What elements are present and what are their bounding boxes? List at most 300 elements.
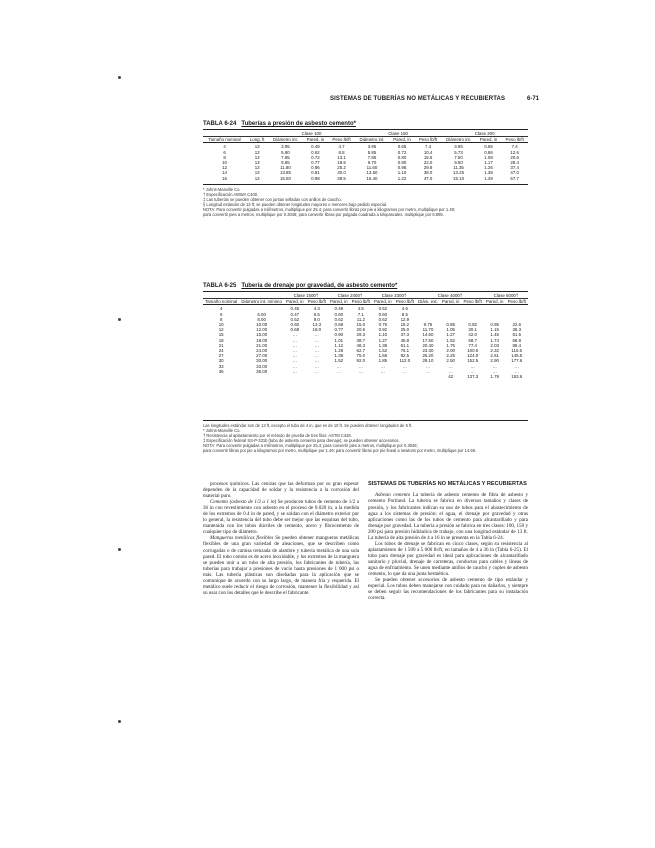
table1-cell: 0.86 bbox=[311, 165, 320, 171]
table2-cell: … bbox=[358, 368, 364, 374]
table2-cell: 42.0 bbox=[468, 332, 477, 338]
table2-cell: 6.5 bbox=[313, 311, 320, 317]
table2-cell: 0.95 bbox=[490, 322, 499, 328]
table2-cell: … bbox=[292, 358, 297, 364]
table1-cell: 0.80 bbox=[397, 154, 407, 160]
table2-cell bbox=[394, 374, 416, 379]
table2-cell: 33.00 bbox=[256, 363, 268, 369]
table2-note: NOTA: Para convertir pulgadas a milímetros, multiplique por 25.4; para convertir pies a metros, multiplique por 0.3048; bbox=[203, 443, 418, 448]
table2-cell: … bbox=[292, 337, 297, 343]
table2-cell: 4.6 bbox=[401, 306, 408, 312]
table2-cell: 0.60 bbox=[334, 311, 344, 317]
left-paragraph-lead: Mangueras metálicas flexibles bbox=[210, 535, 274, 542]
table2-column-header: Diám. ext. bbox=[416, 299, 440, 305]
table2-group: Clase 2400† bbox=[328, 293, 372, 299]
table2-cell: 15.00 bbox=[256, 332, 268, 338]
table2-column-header: Diámetro int. mínimo bbox=[239, 299, 284, 305]
table1-cell: 7.50 bbox=[454, 154, 463, 160]
table2-cell: 1.52 bbox=[378, 348, 388, 354]
table2-cell: 18.0 bbox=[312, 327, 322, 333]
table2-cell: 116.6 bbox=[511, 348, 523, 354]
table1-cell: 20.6 bbox=[510, 154, 519, 160]
table1-cell: 0.86 bbox=[484, 149, 493, 155]
table2-cell: 2.00 bbox=[446, 348, 455, 354]
table1-caption: Tuberías a presión de asbesto cemento* bbox=[241, 121, 356, 127]
table1-title bbox=[203, 121, 356, 127]
table1-note: NOTA: Para convertir pulgadas a milímetros, multiplique por 25.4; para convertir libras por pie a kilogramos por metro, multiplique por 1.49; bbox=[203, 207, 456, 212]
table2-cell bbox=[416, 374, 440, 379]
right-paragraph-text: Los tubos de drenaje se fabrican en cinco clases, según su resistencia al aplastamiento de 1 500 a 5 000 lb/ft, en tamaños de 4 a 36 in (Tabla 6-25). El tubo para drenaje por gravedad es ideal para aplicaciones de alcantarillado sanitario y pluvial, drenaje de carreteras, conductos para cables y líneas de agua de enfriamiento. Se unen mediante anillos de caucho y coples de asbesto cemento, lo que da una junta hermética. bbox=[368, 540, 528, 578]
table1-label: TABLA 6-24 bbox=[203, 121, 237, 127]
table2-top-rule bbox=[203, 291, 528, 292]
table2-cell: 0.68 bbox=[290, 327, 300, 333]
table2-cell: 30.00 bbox=[256, 358, 268, 364]
table1-cell: 57.7 bbox=[510, 175, 519, 181]
table2-cell: … bbox=[292, 368, 297, 374]
table2-cell: … bbox=[470, 363, 475, 369]
left-paragraph-text: Se pueden obtener mangueras metálicas flexibles de una gran variedad de aleaciones, que se describen como corrugadas o de camisa trenzada de alambre y tubería metálica de una sola pared. El tubo común es de acero inoxidable, y los extremos de la manguera se pueden unir a un tubo de alta presión, los fabricantes de tubería, las tuberías para trabajar a presiones de vacío hasta presiones de 1 000 psi o más. Las tubería plásticas son diseñadas para la aplicación que se comunique de acuerdo con su largo largo, de manera fría y requerida. El metálico suele reducir el riesgo de corrosión, mantener la flexibilidad y así su usar con los detalles que le describe el fabricante. bbox=[203, 535, 359, 596]
table1-cell: 1.26 bbox=[484, 165, 493, 171]
table1-bottom-rule bbox=[203, 184, 528, 185]
table2-cell: 0.62 bbox=[378, 316, 388, 322]
table1-cell: 13 bbox=[254, 149, 260, 155]
table2-cell: 14.60 bbox=[422, 332, 434, 338]
table1-cell: 47.0 bbox=[510, 170, 519, 176]
table2-cell: … bbox=[336, 363, 342, 369]
table2-cell: 4 bbox=[219, 306, 223, 312]
table2-cell: … bbox=[358, 363, 364, 369]
table1-column-header: Peso lb/ft bbox=[415, 137, 442, 143]
table2-cell: 29.10 bbox=[422, 358, 434, 364]
table1-cell: 28.4 bbox=[510, 160, 519, 166]
table1-column-header: Tamaño nominal bbox=[203, 137, 246, 143]
table1-column-header: Diámetro int. bbox=[268, 137, 302, 143]
table1-cell: 4.7 bbox=[338, 144, 345, 150]
table2-cell: … bbox=[514, 363, 519, 369]
table2-cell: 4.3 bbox=[313, 306, 320, 312]
table1-cell: 0.65 bbox=[397, 144, 407, 150]
table2-cell: 0.62 bbox=[334, 316, 344, 322]
table1-column-header: Pared, in bbox=[476, 137, 502, 143]
table2-column-header: Peso lb/ft bbox=[462, 299, 484, 305]
table2-cell: 0.77 bbox=[334, 327, 344, 333]
table1-cell: 13 bbox=[254, 165, 260, 171]
table2-cell: 0.82 bbox=[468, 322, 477, 328]
table2-cell: 1.68 bbox=[378, 353, 388, 359]
table2-cell: 2.03 bbox=[490, 342, 499, 348]
table2-cell: … bbox=[380, 368, 386, 374]
table2-cell: 68.9 bbox=[512, 337, 522, 343]
table2-cell: 1.10 bbox=[378, 332, 388, 338]
table2-cell: 45.8 bbox=[400, 337, 410, 343]
table2-cell: 124.0 bbox=[467, 353, 479, 359]
table1-cell: 3.95 bbox=[281, 144, 290, 150]
table1-cell: 38.5 bbox=[337, 175, 346, 181]
table2-cell: 24.00 bbox=[256, 348, 268, 354]
table1-top-rule bbox=[203, 129, 528, 130]
table2-cell: 26.20 bbox=[422, 353, 434, 359]
table2-cell: 137.3 bbox=[467, 374, 479, 380]
table1-column-header: Diámetro int. bbox=[355, 137, 389, 143]
margin-dot bbox=[118, 548, 121, 551]
table1-cell: 4 bbox=[223, 144, 226, 150]
table1-cell: 47.0 bbox=[423, 175, 433, 181]
table2-cell: 1.79 bbox=[490, 374, 499, 380]
table2-cell: 8.5 bbox=[401, 311, 408, 317]
table1-cell: 0.65 bbox=[484, 144, 493, 150]
table1-cell: 10 bbox=[222, 160, 227, 166]
table1-cell: 13 bbox=[254, 154, 260, 160]
table1-cell: 15.5 bbox=[423, 154, 433, 160]
right-paragraph bbox=[368, 541, 528, 577]
table1-cell: 1.17 bbox=[484, 160, 493, 166]
table1-cell: 11.80 bbox=[280, 165, 291, 171]
table1-cell: 0.62 bbox=[311, 149, 320, 155]
table2-column-header: Pared, in bbox=[484, 299, 506, 305]
table2-cell bbox=[484, 305, 506, 312]
table2-title bbox=[203, 283, 397, 289]
table1-cell: 18.5 bbox=[337, 160, 346, 166]
table1-note: * Johns-Manville Co. bbox=[203, 187, 241, 192]
table2-cell: 12.00 bbox=[256, 327, 268, 333]
left-paragraph-text: Se producen tubos de cemento de 1/2 a 36 in con revestimiento con asbesto en el proceso de 0.020 in, a la medida de los extremos de 0.4 in de pared, y se soldan con el diámetro exterior por lo general, la resistencia del tubo debe ser mejor que las esquinas del tubo, mantenida con los tubos dúctiles de cemento, acero y fibrocemento de cualquier tipo de diámetro. bbox=[203, 499, 359, 536]
table2-cell: 0.90 bbox=[334, 332, 344, 338]
table2-column-header: Pared, in bbox=[440, 299, 462, 305]
table2-cell: 21 bbox=[218, 342, 224, 348]
table1-column-header: Diámetro int. bbox=[441, 137, 475, 143]
table2-cell: 0.52 bbox=[290, 316, 300, 322]
table2-cell: 1.85 bbox=[378, 358, 388, 364]
table2-cell bbox=[506, 305, 528, 312]
table2-cell: 75.0 bbox=[356, 353, 366, 359]
table1-cell: 5.90 bbox=[281, 149, 290, 155]
margin-dot bbox=[118, 76, 121, 79]
table2-cell bbox=[416, 305, 440, 312]
table2-cell: 0.85 bbox=[446, 322, 455, 328]
table2-cell: 15.0 bbox=[356, 322, 366, 328]
table2-cell: 33 bbox=[218, 363, 224, 369]
table2-cell: … bbox=[314, 337, 319, 343]
table1-cell: 0.91 bbox=[311, 170, 320, 176]
table1-cell: 15.40 bbox=[366, 175, 378, 181]
table2-group: Clase 4000† bbox=[416, 293, 484, 299]
table2-cell: 20.6 bbox=[356, 327, 366, 333]
table2-cell bbox=[350, 374, 372, 379]
table1-column-header: Peso lb/ft bbox=[501, 137, 528, 143]
right-paragraph bbox=[368, 577, 528, 601]
table2-cell: 10.00 bbox=[256, 322, 268, 328]
table1-cell: 7.85 bbox=[367, 154, 377, 160]
table2-cell: 7.1 bbox=[357, 311, 364, 317]
table2-cell: … bbox=[380, 363, 386, 369]
table2-cell: 37.3 bbox=[400, 332, 410, 338]
table2-cell bbox=[203, 374, 239, 379]
table1-column-header: Pared, in bbox=[303, 137, 329, 143]
table2-cell: 17.50 bbox=[422, 337, 434, 343]
table1-cell: 16 bbox=[222, 175, 227, 181]
table2-group: Clase 1500† bbox=[284, 293, 328, 299]
section-heading: SISTEMAS DE TUBERÍAS NO METÁLICAS Y RECUBIERTAS bbox=[368, 481, 527, 487]
table2-cell: … bbox=[314, 342, 319, 348]
table1-note: § Longitud estándar de 13 ft; se pueden obtener longitudes mayores o menores bajo pedido especial. bbox=[203, 202, 388, 207]
left-text-column bbox=[203, 481, 359, 596]
table2-cell: 27 bbox=[218, 353, 224, 359]
table2-cell: 62.7 bbox=[356, 348, 366, 354]
table1-note: para convertir pies a metros, multiplique por 0.3048; para convertir libras por pulgada cuadrada a kilopascales, multiplique por 6.895. bbox=[203, 212, 444, 217]
right-paragraph-text: La tubería de asbesto cemento de fibra de asbesto y cemento Portland. La tubería se fabrica en diversos tamaños y clases de presión, y los fabricantes indican su uso de tubos para el abastecimiento de agua a los sistemas de presión; el agua, el drenaje por gravedad y otras aplicaciones como las de los tubos de cemento para alcantarillado y para drenaje por gravedad. La tubería a presión se fabrica en tres clases: 100, 150 y 200 psi para presión hidráulica de trabajo, con una longitud estándar de 13 ft. La tubería de alta presión de 4 a 16 in se presenta en la Tabla 6-24. bbox=[368, 492, 528, 541]
table2-group: Clase 3300† bbox=[372, 293, 416, 299]
table2-cell: 0.76 bbox=[378, 322, 388, 328]
table2-cell: 152.5 bbox=[467, 358, 479, 364]
table2-cell: … bbox=[425, 368, 431, 374]
table2-label: TABLA 6-25 bbox=[203, 283, 237, 289]
left-paragraph-text: procesos químicos. Las cenizas que las deforman por su gran espesor dependen de la capacidad de soldar y la resistencia a la corrosión del material puro. bbox=[203, 481, 359, 500]
table2-cell: 9.0 bbox=[313, 316, 320, 322]
table1-cell: 11.35 bbox=[453, 165, 464, 171]
table2-cell: 24 bbox=[218, 348, 224, 354]
table1-cell: 13 bbox=[254, 144, 260, 150]
table2-cell: 51.5 bbox=[512, 332, 522, 338]
table1-cell: 6 bbox=[223, 149, 226, 155]
table2-note: para convertir libras por pie a kilogramos por metro, multiplique por 1.49; para convertir libras por pie lineal a newtons por metro, multiplique por 14.59. bbox=[203, 448, 477, 453]
table1-cell: 0.49 bbox=[311, 144, 320, 150]
table1-cell: 9.70 bbox=[367, 160, 377, 166]
table2-note: ‡ Especificación federal SS-P-331b (tubo de asbesto cemento para drenaje); se pueden obtener accesorios. bbox=[203, 438, 400, 443]
table2-cell: 0.60 bbox=[290, 322, 300, 328]
table2-cell: 1.05 bbox=[446, 327, 455, 333]
table2-cell: 42 bbox=[448, 374, 454, 380]
table2-cell: 20.40 bbox=[422, 342, 434, 348]
table1-cell: 0.98 bbox=[397, 165, 407, 171]
table2-cell: 6.00 bbox=[257, 311, 266, 317]
table1-cell: 0.98 bbox=[311, 175, 320, 181]
table1-cell: 38.0 bbox=[423, 170, 433, 176]
right-paragraph-lead: Asbesto cemento bbox=[375, 492, 411, 499]
table2-cell: 30.1 bbox=[468, 327, 477, 333]
table2-cell: 1.12 bbox=[334, 342, 344, 348]
table2-column-header: Peso lb/ft bbox=[394, 299, 416, 305]
table1-cell: 12 bbox=[222, 165, 227, 171]
table2-cell: … bbox=[425, 363, 431, 369]
table2-cell: 1.74 bbox=[490, 337, 499, 343]
table1-cell: 1.38 bbox=[484, 170, 493, 176]
table2-cell: 1.27 bbox=[378, 337, 388, 343]
table1-note: † Especificación AWWA C400. bbox=[203, 192, 259, 197]
table2-column-header: Pared, in bbox=[372, 299, 394, 305]
table2-cell: 1.15 bbox=[490, 327, 499, 333]
table2-cell: … bbox=[292, 342, 297, 348]
table1-cell: 25.2 bbox=[337, 165, 346, 171]
table2-cell: 1.27 bbox=[446, 332, 455, 338]
table2-cell: 145.5 bbox=[511, 353, 523, 359]
table2-cell: … bbox=[448, 368, 453, 374]
table1-note: ‡ Las tuberías se pueden obtener con juntas selladas con anillos de caucho. bbox=[203, 197, 342, 202]
table2-note: † Resistencia al aplastamiento por el método de prueba de tres filos: ASTM C428. bbox=[203, 433, 352, 438]
table2-cell: … bbox=[448, 363, 453, 369]
running-header: SISTEMAS DE TUBERÍAS NO METÁLICAS Y RECUBIERTAS bbox=[330, 96, 506, 102]
table1-cell: 0.77 bbox=[311, 160, 320, 166]
table2-cell: 21.00 bbox=[256, 342, 268, 348]
left-paragraph-lead: Cemento (asbesto de 1/2 a 1 in) bbox=[210, 499, 277, 506]
table2-cell bbox=[284, 374, 306, 379]
table2-cell: … bbox=[314, 368, 319, 374]
table2-cell: 48.3 bbox=[356, 342, 366, 348]
table2-cell: 18.2 bbox=[400, 322, 410, 328]
table1-cell: 37.4 bbox=[510, 165, 519, 171]
table2-cell: 112.0 bbox=[399, 358, 411, 364]
table2-cell: 18.00 bbox=[256, 337, 268, 343]
table2-group: Clase 5000† bbox=[484, 293, 528, 299]
table2-cell bbox=[440, 305, 462, 312]
table2-cell: 0.60 bbox=[378, 311, 388, 317]
table2-cell: 15 bbox=[218, 332, 224, 338]
table2-cell: 76.1 bbox=[400, 348, 410, 354]
table2-cell: 77.4 bbox=[468, 342, 477, 348]
table2-cell: 1.52 bbox=[446, 337, 455, 343]
table2-cell: 92.5 bbox=[400, 353, 410, 359]
table1-cell: 13.1 bbox=[337, 154, 346, 160]
table2-cell: 4.5 bbox=[357, 306, 364, 312]
table1-cell: 14 bbox=[222, 170, 227, 176]
table2-cell: 2.25 bbox=[446, 353, 455, 359]
table2-cell: 177.6 bbox=[511, 358, 523, 364]
table1-row bbox=[203, 176, 528, 181]
table2 bbox=[203, 293, 528, 379]
table2-row bbox=[203, 305, 528, 312]
table1-cell: 5.85 bbox=[367, 149, 377, 155]
table2-column-header: Peso lb/ft bbox=[506, 299, 528, 305]
table1-row bbox=[203, 143, 528, 150]
table2-cell: 89.4 bbox=[512, 342, 522, 348]
right-text-column bbox=[368, 481, 528, 601]
table2-cell: 36.00 bbox=[256, 368, 268, 374]
table2-cell bbox=[306, 374, 328, 379]
table2-cell: … bbox=[514, 368, 519, 374]
table2-cell bbox=[462, 305, 484, 312]
table2-cell: 12.9 bbox=[400, 316, 410, 322]
table2-cell: … bbox=[292, 332, 297, 338]
table1-column-header: Long. ft bbox=[246, 137, 268, 143]
table2-cell: … bbox=[402, 363, 408, 369]
table2-cell: … bbox=[470, 368, 475, 374]
table1-cell: 1.08 bbox=[484, 154, 493, 160]
table1-column-header: Peso lb/ft bbox=[328, 137, 355, 143]
table2-cell: 0.68 bbox=[334, 322, 344, 328]
table2-cell: 0.52 bbox=[378, 306, 388, 312]
table2-cell: … bbox=[492, 363, 497, 369]
table2-cell: 6 bbox=[219, 311, 223, 317]
table2-cell: 10 bbox=[218, 322, 224, 328]
table2-cell: 13.3 bbox=[312, 322, 322, 328]
table1-cell: 9.85 bbox=[281, 160, 290, 166]
table1-group: Clase 200 bbox=[441, 131, 528, 137]
table1-cell: 15.50 bbox=[279, 175, 291, 181]
table2-cell: … bbox=[492, 368, 497, 374]
table1-cell: 13.25 bbox=[453, 170, 465, 176]
table1-cell: 1.22 bbox=[397, 175, 407, 181]
table2-cell bbox=[328, 374, 350, 379]
table2-cell: 100.0 bbox=[467, 348, 479, 354]
table2-cell: 153.6 bbox=[511, 374, 523, 380]
table2-cell: … bbox=[314, 348, 319, 354]
table2-cell: 23.30 bbox=[422, 348, 434, 354]
table2-row bbox=[203, 374, 528, 379]
table1-group: Clase 150 bbox=[355, 131, 442, 137]
table2-cell bbox=[239, 374, 284, 379]
table2-cell: 11.2 bbox=[356, 316, 365, 322]
table1-cell: 7.85 bbox=[281, 154, 290, 160]
table2-cell: 92.0 bbox=[356, 358, 366, 364]
table2-cell: 29.3 bbox=[356, 332, 366, 338]
table1-cell: 13.85 bbox=[279, 170, 291, 176]
table1-cell: 30.0 bbox=[337, 170, 346, 176]
table2-cell: 58.7 bbox=[468, 337, 477, 343]
table2-column-header: Pared, in bbox=[284, 299, 306, 305]
table1-cell: 12.6 bbox=[510, 149, 519, 155]
table1-cell: 29.8 bbox=[423, 165, 433, 171]
right-paragraphs bbox=[368, 492, 528, 601]
table1-group: Clase 100 bbox=[268, 131, 355, 137]
table2-cell: 30 bbox=[218, 358, 224, 364]
table2-cell bbox=[239, 305, 284, 312]
table2-bottom-rule bbox=[203, 420, 528, 421]
table2-column-header: Peso lb/ft bbox=[306, 299, 328, 305]
table2-cell: … bbox=[292, 353, 297, 359]
table2-cell: … bbox=[336, 368, 342, 374]
table1-cell: 0.72 bbox=[397, 149, 407, 155]
left-paragraph bbox=[203, 481, 359, 499]
table2-cell: 36 bbox=[218, 368, 224, 374]
table2-cell: 18 bbox=[218, 337, 224, 343]
table1-cell: 0.72 bbox=[311, 154, 320, 160]
table1-cell: 13.50 bbox=[366, 170, 378, 176]
left-paragraph bbox=[203, 499, 359, 535]
table1-cell: 13 bbox=[254, 160, 260, 166]
margin-dot bbox=[118, 318, 121, 321]
table1-cell: 8 bbox=[223, 154, 226, 160]
table2-cell: 1.45 bbox=[490, 332, 499, 338]
table1-cell: 1.10 bbox=[397, 170, 407, 176]
table1-cell: 10.4 bbox=[423, 149, 433, 155]
table2-column-header: Pared, in bbox=[328, 299, 350, 305]
table1-cell: 9.50 bbox=[454, 160, 463, 166]
right-paragraph bbox=[368, 492, 528, 540]
table1-cell: 3.95 bbox=[367, 144, 377, 150]
page-number: 6-71 bbox=[527, 96, 540, 102]
table1-cell: 8.8 bbox=[338, 149, 345, 155]
table2-cell: 2.61 bbox=[490, 353, 499, 359]
table1-cell: 3.95 bbox=[454, 144, 463, 150]
table2-cell: 2.90 bbox=[490, 358, 499, 364]
table2-cell: … bbox=[314, 363, 319, 369]
table1-cell: 7.4 bbox=[511, 144, 518, 150]
table2-cell: 38.7 bbox=[356, 337, 366, 343]
table2-cell: 25.0 bbox=[400, 327, 410, 333]
table2-cell: 9.75 bbox=[423, 322, 433, 328]
table1-cell: 5.73 bbox=[454, 149, 463, 155]
table2-cell: … bbox=[402, 368, 408, 374]
table2-cell: … bbox=[292, 348, 297, 354]
table2-notes bbox=[203, 423, 528, 453]
table2-cell: 8 bbox=[219, 316, 223, 322]
left-paragraph bbox=[203, 535, 359, 595]
table2-cell: 1.39 bbox=[334, 353, 344, 359]
table1-cell: 0.90 bbox=[397, 160, 407, 166]
table2-cell: 36.3 bbox=[512, 327, 522, 333]
table2-cell: 1.75 bbox=[446, 342, 455, 348]
table1-cell: 15.10 bbox=[453, 175, 465, 181]
table2-cell: 11.70 bbox=[422, 327, 434, 333]
